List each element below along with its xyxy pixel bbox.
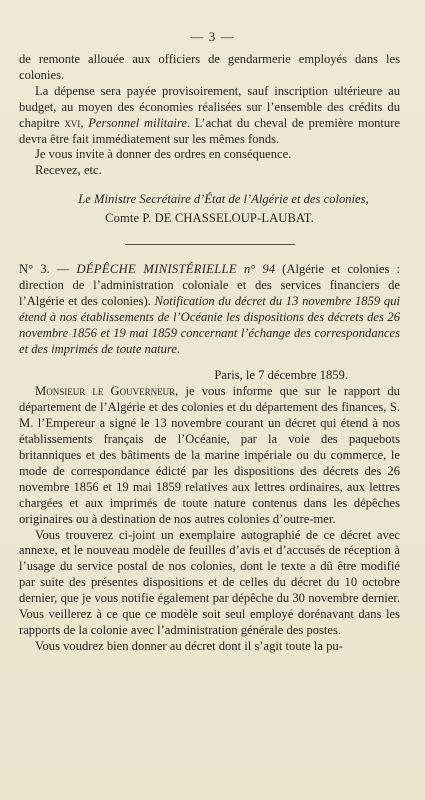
dispatch-paragraph-1-text: , je vous informe que sur le rapport du département de l’Algérie et des colonies et du département des finances, S. M. l’Empereur a signé le 13 novembre courant un décret qui étend à nos établissements français de l’Océanie, par la voie des paquebots britanniques et des bâtiments de la marine impériale ou du commerce, le mode de correspondance édicté par les dispositions des décrets des 26 novembre 1856 et 19 mai 1859 relatives aux lettres ordinaires, aux lettres chargées et aux imprimés de toute nature contenus dans les dépêches originaires ou à destination de nos autres colonies d’outre-mer.	[19, 384, 400, 526]
dispatch-paragraph-3: Vous voudrez bien donner au décret dont il s’agit toute la pu-	[35, 638, 343, 653]
expense-paragraph: La dépense sera payée provisoirement, sauf inscription ultérieure au budget, au moyen des économies réalisées sur l’ensemble des crédits du chapitre xvi, Personnel militaire. L’achat du cheval de première monture devra être fait immédiatement sur les mêmes fonds.	[19, 83, 400, 146]
signature-title: Le Ministre Secrétaire d’État de l’Algérie et des colonies,	[78, 192, 369, 207]
previous-dispatch-ending	[19, 52, 400, 179]
dispatch-paragraph-1	[19, 384, 400, 527]
continuation-line: de remonte allouée aux officiers de gendarmerie employés dans les colonies.	[19, 52, 400, 82]
signature-name: Comte P. DE CHASSELOUP-LAUBAT.	[105, 211, 314, 226]
page-number: — 3 —	[190, 29, 235, 44]
dispatch-dateline: Paris, le 7 décembre 1859.	[214, 367, 348, 382]
closing-formula: Recevez, etc.	[35, 163, 102, 178]
dispatch-paragraph-2: Vous trouverez ci-joint un exemplaire autographié de ce décret avec annexe, et le nouveau modèle de feuilles d’avis et d’accusés de réception à l’usage du service postal de nos colonies, dont le texte a dû être modifié par suite des présentes dispositions et de celles du décret du 10 octobre dernier, que je vous notifie également par dépêche du 30 novembre dernier. Vous veillerez à ce que ce modèle soit seul employé dorénavant dans les rapports de la colonie avec l’administration générale des postes.	[19, 527, 400, 637]
dispatch-notification: Notification du décret du 13 novembre 1859 qui étend à nos établissements de l’Océanie les dispositions des décrets des 26 novembre 1856 et 19 mai 1859 concernant l’échange des correspondances et des imprimés de toute nature.	[19, 293, 401, 356]
section-divider	[125, 244, 295, 245]
salutation: Monsieur le Gouverneur	[35, 384, 176, 399]
dispatch-no: n° 94	[243, 262, 276, 277]
dispatch-heading	[19, 262, 400, 357]
dispatch-direction: (Algérie et colonies : direction de l’administration coloniale et des services financiers de l’Algérie et des colonies).	[19, 262, 401, 308]
orders-paragraph: Je vous invite à donner des ordres en conséquence.	[35, 147, 292, 162]
dispatch-number: N° 3. —	[19, 262, 70, 277]
dispatch-label: DÉPÊCHE MINISTÉRIELLE	[76, 262, 237, 277]
